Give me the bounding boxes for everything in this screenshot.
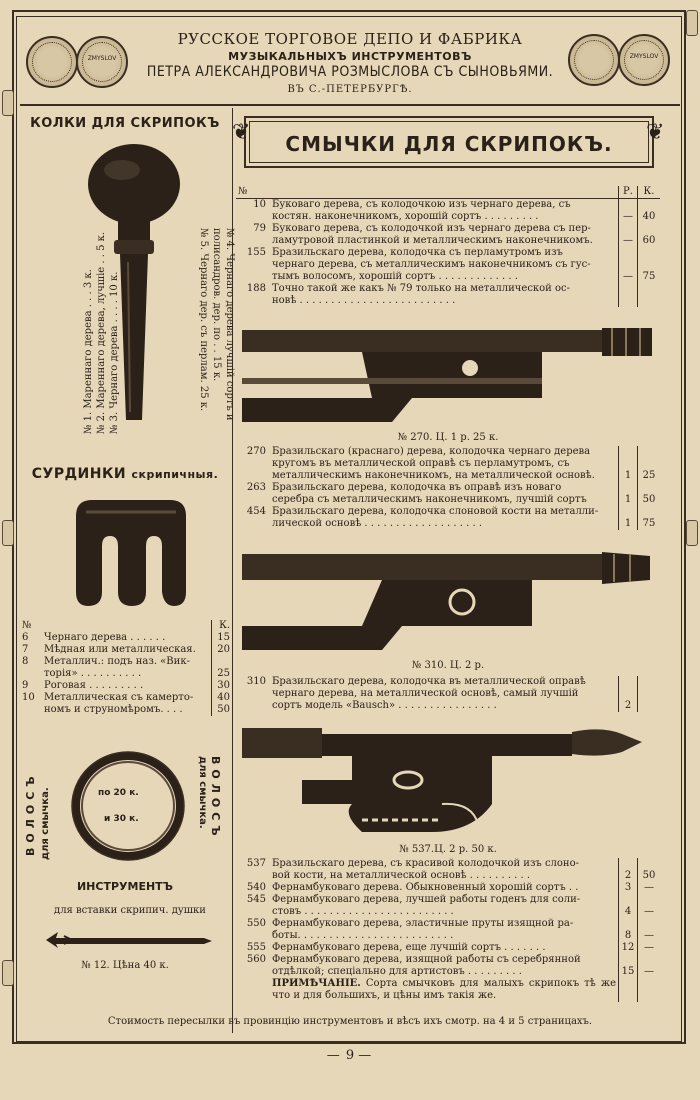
mute-row: 8 Металлич.: подъ наз. «Вик- <box>20 656 232 668</box>
ornament-left-icon: ❦ <box>232 120 251 145</box>
hair-title-right: ВОЛОСЪ <box>209 756 222 841</box>
hair-title-left: ВОЛОСЪ <box>24 771 37 856</box>
header-line-2: МУЗЫКАЛЬНЫХЪ ИНСТРУМЕНТОВЪ <box>228 50 472 63</box>
ornament-right-icon: ❦ <box>646 120 665 145</box>
page-dash-right: — <box>358 1048 374 1063</box>
mute-row: 6 Чернаго дерева . . . . . . 15 <box>22 632 230 643</box>
bow-row: 188 Точно такой же какъ № 79 только на металлической ос- новѣ . . . . . . . . . . . . . . . . . . . . . . . . . <box>236 283 660 307</box>
bow-row: 310 Бразильскаго дерева, колодочка въ металлической оправѣ чернаго дерева, на металлической основѣ, самый лучшій сортъ модель «Bausch» . . . . . . . . . . . . . . . . 2 <box>236 676 660 712</box>
bow-row: 537 Бразильскаго дерева, съ красивой колодочкой изъ слоно- вой кости, на металлической основѣ . . . . . . . . . . 2 50 <box>236 858 660 882</box>
page-number: 9 <box>345 1048 355 1063</box>
peg-item-1: № 1. Мареннаго дерева . . . 3 к. <box>83 269 94 434</box>
mute-row: 10 Металлическая съ камерто- 40 <box>22 692 230 703</box>
left-column <box>20 108 235 1028</box>
bow-row: 540 Фернамбуковаго дерева. Обыкновенный хорошій сортъ . . 3 — <box>236 882 660 894</box>
bows-title-box <box>244 116 654 168</box>
bow-row: 555 Фернамбуковаго дерева, еще лучшій сортъ . . . . . . . 12 — <box>236 942 660 954</box>
col-k: К. <box>638 186 661 199</box>
col-r: Р. <box>619 186 638 199</box>
bow-frog-illustration-270 <box>242 322 654 430</box>
tool-illustration <box>44 928 214 952</box>
pegs-title: КОЛКИ ДЛЯ СКРИПОКЪ <box>30 116 220 131</box>
col-num: № <box>236 186 270 199</box>
hair-coil-illustration <box>68 748 188 864</box>
page-number-line <box>0 1048 700 1063</box>
binding-hole <box>686 10 698 36</box>
mute-row: номъ и струномѣромъ. . . . 50 <box>44 704 230 715</box>
bow-frog-illustration-537 <box>242 724 654 844</box>
header-line-1: РУССКОЕ ТОРГОВОЕ ДЕПО И ФАБРИКА <box>177 30 523 48</box>
mutes-title-main: СУРДИНКИ <box>31 466 127 482</box>
page-dash-left: — <box>326 1048 342 1063</box>
bow-row: 550 Фернамбуковаго дерева, эластичные пруты изящной ра- боты. . . . . . . . . . . . . . . . . . . . . . . . . 8 — <box>236 918 660 942</box>
page-header <box>20 22 680 102</box>
binding-hole <box>2 520 14 546</box>
tool-title: ИНСТРУМЕНТЪ <box>76 880 174 893</box>
binding-hole <box>2 90 14 116</box>
caption-537: № 537.Ц. 2 р. 50 к. <box>399 844 497 855</box>
hair-sub-left: для смычка. <box>40 787 51 860</box>
bow-row: 560 Фернамбуковаго дерева, изящной работы съ серебрянной отдѣлкой; спеціально для артистовъ . . . . . . . . . 15 — <box>236 954 660 978</box>
mutes-title <box>20 466 230 482</box>
peg-item-2: № 2. Мареннаго дерева, лучшіе . . 5 к. <box>96 231 107 434</box>
bows-table-2 <box>236 446 660 530</box>
bows-table-4 <box>236 858 660 1002</box>
bows-table-3 <box>236 676 660 712</box>
tool-subtitle: для вставки скрипич. душки <box>54 905 206 916</box>
right-column <box>232 108 680 1028</box>
hair-sub-right: для смычка. <box>197 756 208 829</box>
hair-price-2: и 30 к. <box>104 814 139 824</box>
bow-row: 545 Фернамбуковаго дерева, лучшей работы годенъ для соли- стовъ . . . . . . . . . . . . . . . . . . . . . . . . 4 — <box>236 894 660 918</box>
mutes-head-k: К. <box>212 620 233 632</box>
note-text: Сорта смычковъ для малыхъ скрипокъ тѣ же что и для большихъ, и цѣны имъ такія же. <box>272 978 616 1001</box>
bow-row: 79 Буковаго дерева, съ колодочкой изъ чернаго дерева съ пер- ламутровой пластинкой и металлическимъ наконечникомъ. — 60 <box>236 223 660 247</box>
bow-row: 155 Бразильскаго дерева, колодочка съ перламутромъ изъ чернаго дерева, съ металлическимъ наконечникомъ съ гус- тымъ волосомъ, хорошій сортъ . . . . . . . . . . . . . — 75 <box>236 247 660 283</box>
bow-row: 270 Бразильскаго (краснаго) дерева, колодочка чернаго дерева кругомъ въ металлической оправѣ съ перламутромъ, съ металлическимъ наконечникомъ, на металлической основѣ. 1 25 <box>236 446 660 482</box>
mute-row: 9 Роговая . . . . . . . . . 30 <box>22 680 230 691</box>
peg-item-4: № 4. Чернаго дерева лучшій сортъ и <box>224 228 235 421</box>
tool-price: № 12. Цѣна 40 к. <box>81 960 169 971</box>
peg-item-5: № 5. Чернаго дер. съ перлам. 25 к. <box>198 228 209 412</box>
shipping-note: Стоимость пересылки въ провинцію инструментовъ и вѣсъ ихъ смотр. на 4 и 5 страницахъ. <box>107 1016 593 1027</box>
binding-hole <box>2 960 14 986</box>
mutes-table <box>20 620 232 716</box>
header-line-3: ПЕТРА АЛЕКСАНДРОВИЧА РОЗМЫСЛОВА СЪ СЫНОВЬЯМИ. <box>146 64 554 80</box>
bows-table-1 <box>236 186 660 307</box>
medal-text: ZMYSLOV <box>87 55 117 62</box>
pegs-list-b <box>197 228 236 421</box>
note-lead: ПРИМѢЧАНІЕ. <box>272 978 361 989</box>
mute-row: торія» . . . . . . . . . . 25 <box>44 668 230 679</box>
peg-item-4-cont: полисандров. дер. по . . 15 к. <box>211 228 222 382</box>
mutes-head-num: № <box>22 620 32 631</box>
pegs-list-a <box>82 232 121 434</box>
hair-price-1: по 20 к. <box>98 788 139 798</box>
caption-310: № 310. Ц. 2 р. <box>411 660 485 671</box>
caption-270: № 270. Ц. 1 р. 25 к. <box>397 432 499 443</box>
bow-row: 454 Бразильскаго дерева, колодочка слоновой кости на металли- лической основѣ . . . . . . . . . . . . . . . . . . . 1 75 <box>236 506 660 530</box>
mute-illustration <box>66 496 196 612</box>
peg-item-3: № 3. Чернаго дерева . . . . 10 к. <box>109 271 120 434</box>
header-line-4: ВЪ С.-ПЕТЕРБУРГѢ. <box>287 84 413 95</box>
note-row <box>236 978 660 1002</box>
bows-title: СМЫЧКИ ДЛЯ СКРИПОКЪ. <box>285 132 613 156</box>
header-divider <box>20 104 680 106</box>
medal-text: ZMYSLOV <box>629 53 659 60</box>
binding-hole <box>686 520 698 546</box>
bow-row: 263 Бразильскаго дерева, колодочка въ оправѣ изъ новаго серебра съ металлическимъ наконечникомъ, лучшій сортъ 1 50 <box>236 482 660 506</box>
bow-frog-illustration-310 <box>242 548 654 656</box>
bow-row: 10 Буковаго дерева, съ колодочкою изъ чернаго дерева, съ костян. наконечникомъ, хорошій сортъ . . . . . . . . . — 40 <box>236 199 660 224</box>
mute-row: 7 Мѣдная или металлическая. 20 <box>22 644 230 655</box>
mutes-title-small: скрипичныя. <box>131 468 219 481</box>
